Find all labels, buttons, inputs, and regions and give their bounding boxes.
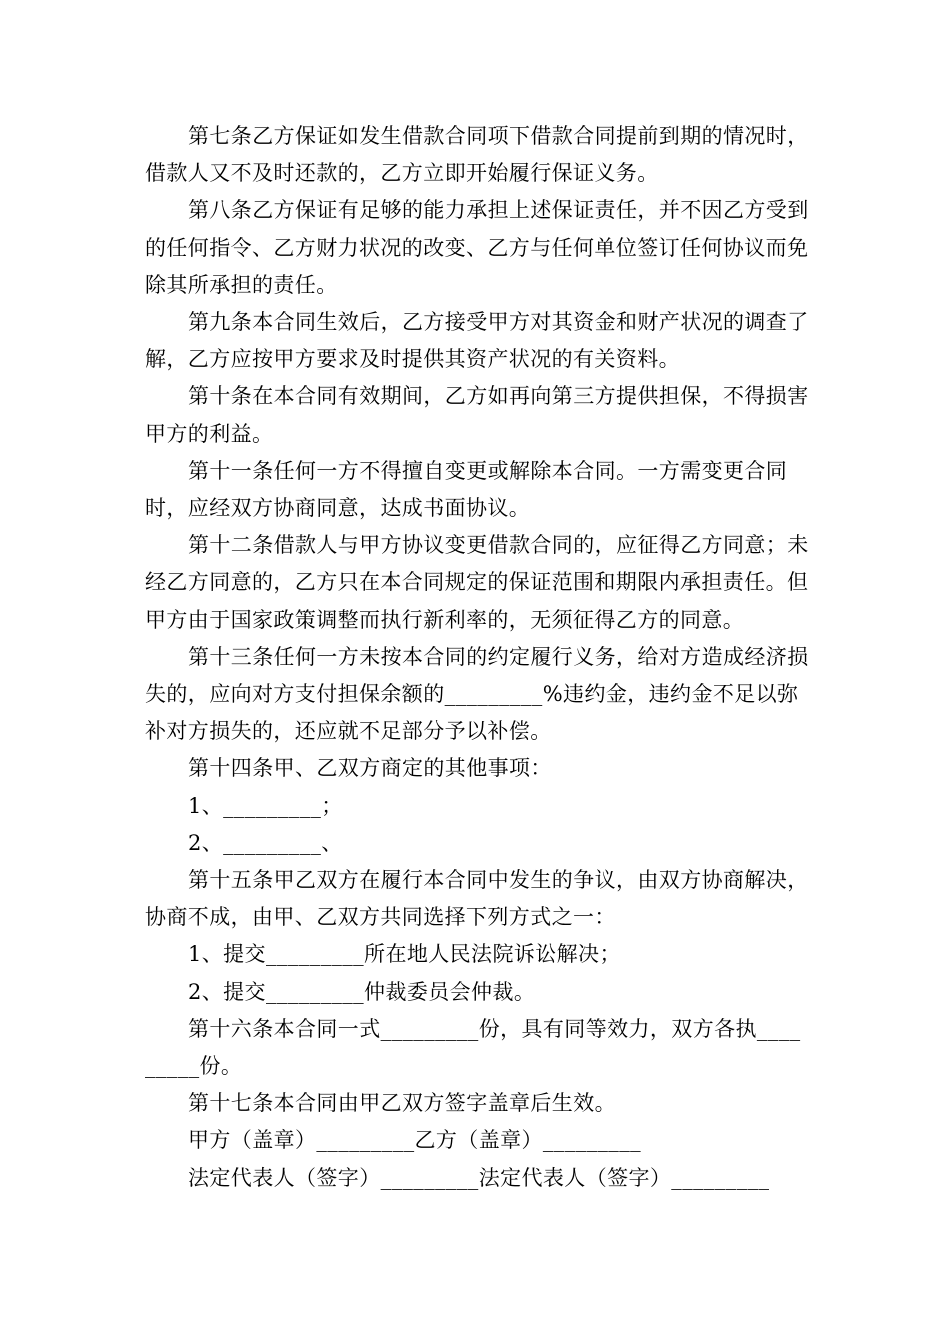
article-11: 第十一条任何一方不得擅自变更或解除本合同。一方需变更合同时，应经双方协商同意，达成书面协议。 (145, 458, 788, 521)
article-8: 第八条乙方保证有足够的能力承担上述保证责任，并不因乙方受到的任何指令、乙方财力状况的改变、乙方与任何单位签订任何协议而免除其所承担的责任。 (145, 198, 809, 297)
signature-line: 法定代表人（签字）_________法定代表人（签字）_________ (188, 1165, 770, 1190)
article-15-option-1: 1、提交_________所在地人民法院诉讼解决； (188, 942, 621, 967)
article-14: 第十四条甲、乙双方商定的其他事项： (188, 756, 552, 781)
article-9: 第九条本合同生效后，乙方接受甲方对其资金和财产状况的调查了解，乙方应按甲方要求及时提供其资产状况的有关资料。 (145, 310, 809, 372)
article-12: 第十二条借款人与甲方协议变更借款合同的，应征得乙方同意；未经乙方同意的，乙方只在本合同规定的保证范围和期限内承担责任。但甲方由于国家政策调整而执行新利率的，无须征得乙方的同意。 (145, 533, 809, 632)
article-7: 第七条乙方保证如发生借款合同项下借款合同提前到期的情况时，借款人又不及时还款的，乙方立即开始履行保证义务。 (145, 124, 809, 186)
article-14-item-2: 2、_________、 (188, 830, 343, 855)
article-10: 第十条在本合同有效期间，乙方如再向第三方提供担保，不得损害甲方的利益。 (145, 384, 809, 446)
article-16: 第十六条本合同一式_________份，具有同等效力，双方各执_________份。 (145, 1016, 801, 1079)
article-15: 第十五条甲乙双方在履行本合同中发生的争议，由双方协商解决，协商不成，由甲、乙双方共同选择下列方式之一： (145, 868, 809, 930)
seal-line: 甲方（盖章）_________乙方（盖章）_________ (188, 1128, 641, 1153)
article-14-item-1: 1、_________； (188, 793, 343, 818)
article-13: 第十三条任何一方未按本合同的约定履行义务，给对方造成经济损失的，应向对方支付担保余额的_________%违约金，违约金不足以弥补对方损失的，还应就不足部分予以补偿。 (145, 644, 809, 744)
article-15-option-2: 2、提交_________仲裁委员会仲裁。 (188, 979, 536, 1004)
article-17: 第十七条本合同由甲乙双方签字盖章后生效。 (188, 1091, 616, 1116)
